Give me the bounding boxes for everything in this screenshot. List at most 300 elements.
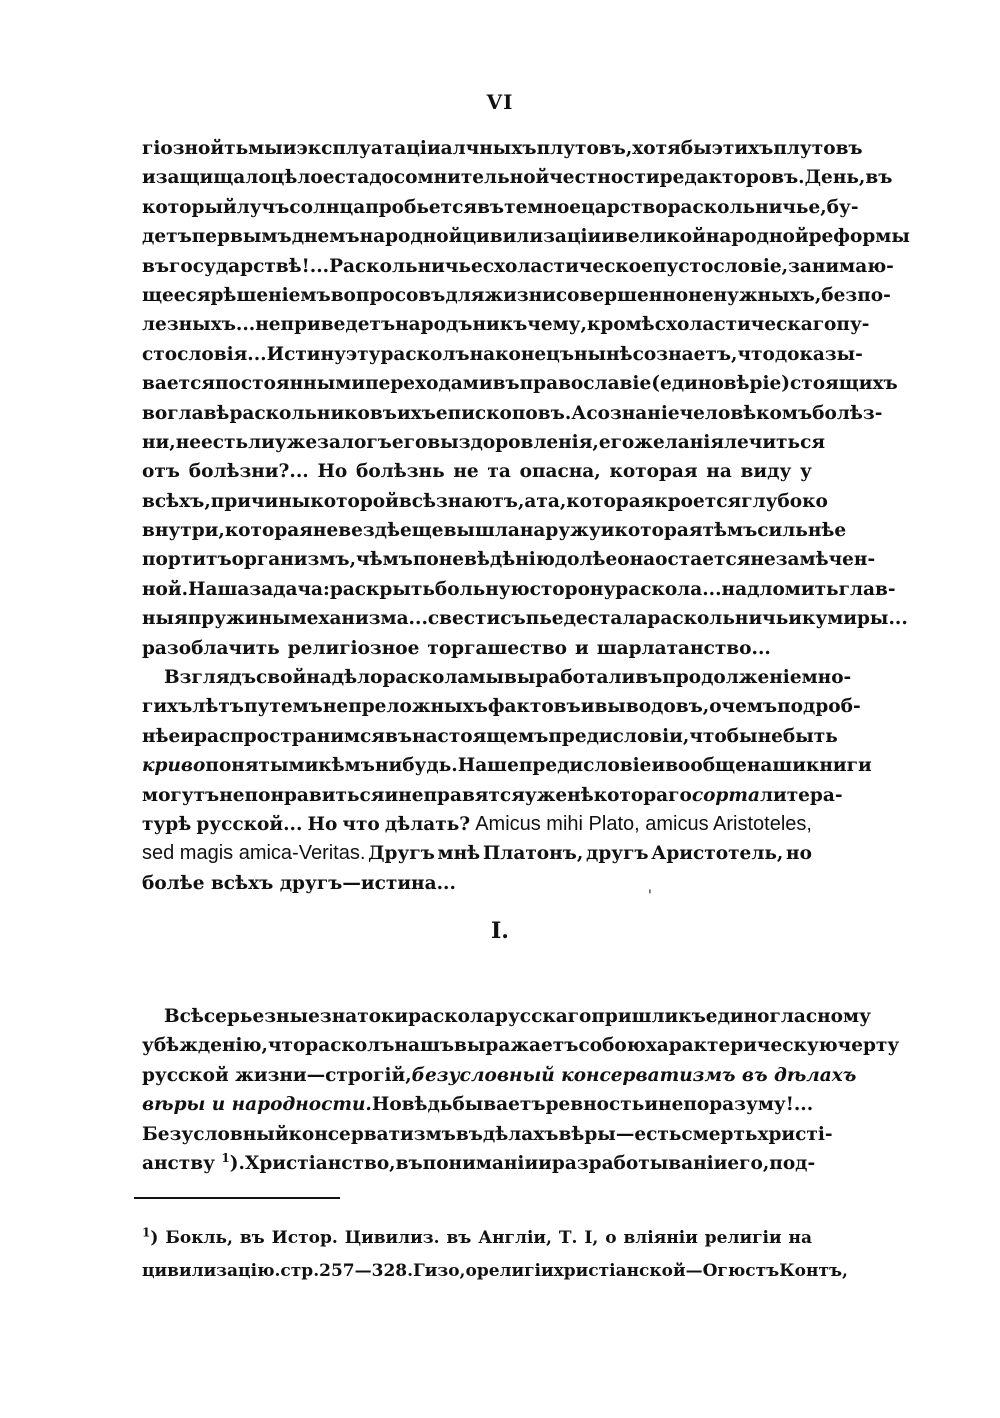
text-line (142, 428, 826, 457)
line-word: что (737, 343, 775, 365)
line-word: понятыми (205, 755, 319, 777)
line-word: предисловіе (518, 755, 652, 777)
line-word: и (600, 520, 615, 542)
line-word: лечиться (723, 431, 826, 453)
line-word: незамѣчен- (750, 549, 876, 571)
line-word: стоящихъ (790, 373, 898, 395)
line-word: дѣлахъ (482, 1123, 559, 1145)
text-line (142, 869, 812, 898)
text-line (142, 222, 910, 251)
line-word: путемъ (244, 696, 323, 718)
text-line (142, 1149, 816, 1178)
line-word: лѣтъ (192, 696, 244, 718)
line-word: уже (524, 784, 568, 806)
line-word: на (706, 461, 732, 483)
line-word: Платонъ, (482, 843, 584, 865)
line-word: мно- (801, 667, 852, 688)
line-text: русской жизни—строгій, (142, 1064, 412, 1086)
line-word: сознаетъ, (632, 343, 738, 365)
text-line (142, 634, 812, 663)
line-word: безпо- (821, 284, 891, 306)
line-word: литера- (759, 784, 843, 806)
italic-word: криво (142, 755, 206, 777)
line-word: тѣмъ (702, 520, 758, 542)
line-word: и (282, 138, 297, 159)
line-word: расколъ (305, 1035, 395, 1057)
text-line (142, 193, 859, 222)
line-word: и (644, 1094, 659, 1116)
line-word: внутри, (142, 520, 225, 542)
line-word: чему, (527, 314, 587, 336)
line-word: свести (427, 608, 501, 630)
line-word: пустословіе, (652, 255, 789, 277)
line-word: задача: (249, 578, 330, 600)
line-word: выводовъ, (594, 696, 710, 718)
line-word: разуму!... (709, 1094, 814, 1116)
line-word: въ (446, 1228, 472, 1248)
line-word: больную (434, 578, 530, 600)
line-word: книги (806, 755, 872, 777)
line-word: а (524, 490, 537, 512)
line-word: единогласному (705, 1006, 871, 1027)
line-word: пьедестала (525, 608, 648, 630)
line-word: по (683, 1094, 710, 1116)
line-word: сильнѣе (757, 520, 847, 542)
text-line (142, 516, 847, 545)
text-line (142, 340, 863, 369)
line-word: солнца (289, 196, 366, 218)
line-word: раскола (408, 1006, 496, 1027)
line-word: Но (317, 461, 348, 483)
line-word: бу- (826, 196, 859, 218)
text-line (142, 781, 843, 810)
line-word: непонравиться (219, 784, 385, 806)
line-word: быть (782, 725, 838, 747)
line-word: продолженіе (662, 667, 802, 688)
line-word: вѣры (558, 1123, 616, 1145)
line-word: есть (634, 1123, 682, 1145)
line-word: предисловіи, (548, 725, 690, 747)
line-word: жизни (484, 284, 556, 306)
line-word: нѣе (142, 725, 181, 747)
line-word: турѣ (142, 813, 192, 835)
line-word: неправятся (398, 784, 525, 806)
line-word: наружу (519, 520, 601, 542)
line-word: консерватизмъ (288, 1123, 456, 1145)
line-word: первымъ (191, 226, 292, 248)
line-word: русскаго (495, 1006, 592, 1027)
line-word: занимаю- (788, 255, 894, 277)
line-word: раскрыть (329, 578, 435, 600)
section-heading: I. (491, 918, 509, 944)
line-word: редакторовъ. (659, 167, 805, 189)
line-word: которая (609, 461, 698, 483)
paragraph-second (142, 663, 872, 898)
line-word: чемъ (721, 696, 778, 718)
line-word: выздоровленія, (427, 431, 599, 453)
line-word: раскольниковъ (229, 402, 397, 424)
stray-print-mark: ' (648, 888, 652, 904)
line-text: болѣе всѣхъ другъ—истина... (142, 872, 456, 894)
line-word: Т. (558, 1228, 578, 1248)
italic-phrase: вѣры и народности. (142, 1094, 372, 1116)
text-line (142, 839, 812, 868)
text-line (142, 310, 870, 339)
line-word: человѣкомъ (679, 402, 813, 424)
line-word: честности (549, 167, 660, 189)
line-word: вліяніи (623, 1228, 698, 1248)
line-word: православіе (519, 373, 652, 395)
text-line (142, 457, 812, 486)
line-word: и (575, 637, 589, 659)
line-word: но (786, 843, 812, 865)
line-word: Контъ, (779, 1261, 848, 1281)
text-line (142, 663, 852, 692)
line-word: распространимся (194, 725, 385, 747)
text-line (142, 1002, 871, 1031)
line-word: эту (345, 343, 381, 365)
line-word: выражаетъ (454, 1035, 579, 1057)
line-word: характерическую (645, 1035, 838, 1057)
line-word: въ (142, 255, 170, 277)
line-word: смерть (681, 1123, 758, 1145)
line-word: кромѣ (586, 314, 655, 336)
line-word: Истор. (271, 1228, 338, 1248)
line-word: ихъ (396, 402, 436, 424)
line-word: желанія (634, 431, 724, 453)
line-word: Истину (266, 343, 346, 365)
line-word: схоластическое (482, 255, 653, 277)
line-word: вопросовъ (330, 284, 446, 306)
text-line (142, 134, 863, 163)
line-word: механизма... (290, 608, 428, 630)
line-word: Бокль, (165, 1228, 233, 1248)
footnote-mark: $^1$) (142, 1225, 159, 1248)
line-word: остается (655, 549, 751, 571)
line-word: свой (256, 667, 307, 688)
line-word: стадо (334, 167, 394, 189)
text-line (142, 281, 891, 310)
line-word: разработываніи (551, 1152, 728, 1174)
line-word: и (651, 755, 666, 777)
text-line (142, 1031, 900, 1060)
line-word: 257—328. (319, 1261, 414, 1281)
line-word: по (412, 549, 439, 571)
line-word: собою (578, 1035, 646, 1057)
line-word: государствѣ!... (169, 255, 330, 277)
line-word: анству $^1$ (142, 1150, 230, 1174)
line-word: организмъ, (231, 549, 357, 571)
line-word: Наша (188, 578, 250, 600)
line-word: расколъ (380, 343, 470, 365)
line-word: во (142, 402, 168, 424)
line-word: не (757, 725, 783, 747)
line-word: раскола... (615, 578, 722, 600)
line-word: еще (400, 520, 444, 542)
line-word: дѣло (331, 667, 383, 688)
line-word: постоянными (215, 373, 366, 395)
line-word: защищало (155, 167, 271, 189)
line-word: под- (769, 1152, 816, 1174)
line-word: на (306, 667, 332, 688)
line-word: сомнительной (393, 167, 550, 189)
line-word: лезныхъ...неприведетъ (142, 314, 396, 336)
footnote (142, 1222, 848, 1288)
line-word: плутовъ, (536, 138, 633, 159)
paragraph-continuation (142, 134, 910, 663)
line-word: ). (229, 1152, 245, 1174)
line-word: народной (705, 226, 809, 248)
line-word: разоблачить (142, 637, 280, 659)
line-word: въ (635, 667, 663, 688)
line-word: у (800, 461, 812, 483)
line-word: народной (359, 226, 463, 248)
line-word: — (615, 1123, 635, 1145)
line-word: и (601, 226, 616, 248)
line-word: христі- (757, 1123, 833, 1145)
footnote-line (142, 1255, 848, 1288)
line-word: болѣзнь (356, 461, 445, 483)
line-word: ревность (545, 1094, 645, 1116)
line-word: ни, (142, 431, 176, 453)
line-word: епископовъ. (435, 402, 572, 424)
line-word: глав- (838, 578, 896, 600)
line-word: Гизо, (413, 1261, 466, 1281)
line-word: въ (239, 1228, 265, 1248)
line-word: кроется (654, 490, 742, 512)
footnote-ref: 1 (221, 1150, 230, 1165)
line-word: вышла (443, 520, 520, 542)
line-word: мы (469, 667, 505, 688)
line-word: пружины (187, 608, 291, 630)
line-word: въ (492, 373, 520, 395)
line-word: совершенно (555, 284, 689, 306)
text-line (142, 692, 861, 721)
line-word: и (142, 167, 156, 189)
line-word: всѣ (398, 490, 436, 512)
line-word: что (267, 1035, 306, 1057)
line-word: вается (142, 373, 216, 395)
line-word: детъ (142, 226, 192, 248)
line-word: для (445, 284, 485, 306)
line-word: религіи (704, 1228, 782, 1248)
line-word: главѣ (167, 402, 230, 424)
line-word: въ (477, 196, 505, 218)
line-word: плутовъ (773, 138, 863, 159)
line-word: фактовъ (487, 696, 581, 718)
line-word: кѣмъ (318, 755, 375, 777)
line-word: рѣшеніемъ (210, 284, 331, 306)
line-word: доказы- (774, 343, 863, 365)
line-word: (единовѣріе) (651, 373, 791, 395)
line-word: не (453, 461, 479, 483)
line-word: днемъ (291, 226, 360, 248)
line-word: цивилизацію. (142, 1261, 281, 1281)
text-line (142, 399, 883, 428)
line-word: нынѣ (574, 343, 633, 365)
line-word: ной. (142, 578, 189, 600)
line-word: царство (581, 196, 668, 218)
line-word: къ (499, 314, 528, 336)
line-word: въ (865, 167, 893, 189)
line-word: пришли (591, 1006, 679, 1027)
italic-word: сорта (691, 784, 760, 806)
text-line (142, 810, 812, 839)
italic-phrase: безусловный консерватизмъ въ дѣлахъ (411, 1064, 857, 1086)
line-word: которая (566, 490, 655, 512)
line-word: Всѣ (164, 1006, 204, 1027)
text-line (142, 487, 828, 516)
line-word: о (709, 696, 722, 718)
text-line (142, 1061, 857, 1090)
line-word: непреложныхъ (322, 696, 488, 718)
line-word: лучъ (236, 196, 290, 218)
line-word: бываетъ (452, 1094, 546, 1116)
line-word: о (605, 1228, 617, 1248)
line-word: чтобы (689, 725, 758, 747)
line-word: не (312, 520, 339, 542)
paragraph-section-one (142, 1002, 900, 1178)
line-word: хотя (632, 138, 681, 159)
line-word: та (487, 461, 511, 483)
line-word: нашъ (394, 1035, 455, 1057)
line-word: ныя (142, 608, 188, 630)
line-word: на (788, 1228, 812, 1248)
line-word: не (658, 1094, 684, 1116)
line-word: надломить (721, 578, 839, 600)
line-word: наконецъ (469, 343, 575, 365)
line-word: Но (307, 813, 338, 835)
line-word: раскола (382, 667, 470, 688)
text-line (142, 751, 872, 780)
text-line (142, 163, 893, 192)
line-word: долѣе (554, 549, 618, 571)
line-word: причины (210, 490, 311, 512)
line-word: его, (727, 1152, 770, 1174)
line-word: Христіанство, (244, 1152, 396, 1174)
line-word: Раскольничье (329, 255, 483, 277)
line-word: Цивилиз. (344, 1228, 440, 1248)
line-word: опасна, (519, 461, 601, 483)
line-word: убѣжденію, (142, 1035, 268, 1057)
line-word: торгашество (427, 637, 568, 659)
line-word: цѣлое (270, 167, 335, 189)
line-word: День, (804, 167, 866, 189)
line-word: ненужныхъ, (688, 284, 822, 306)
line-word: къ (678, 1006, 706, 1027)
line-word: не (175, 431, 202, 453)
line-word: пониманіи (422, 1152, 539, 1174)
line-word: переходами (365, 373, 493, 395)
line-word: Взглядъ (164, 667, 257, 688)
line-word: та, (536, 490, 567, 512)
line-word: съ (500, 608, 526, 630)
line-word: и (538, 1152, 552, 1174)
line-word: черту (837, 1035, 900, 1057)
line-word: которая (614, 520, 703, 542)
line-word: русской... (196, 813, 303, 835)
line-word: сознаніе (586, 402, 680, 424)
line-word: и (384, 784, 399, 806)
line-word: въ (384, 725, 413, 747)
line-word: и (180, 725, 195, 747)
line-word: алчныхъ (440, 138, 537, 159)
line-word: отъ (142, 461, 180, 483)
line-word: шарлатанство... (596, 637, 771, 659)
line-word: раскольничье, (667, 196, 827, 218)
text-line (142, 252, 894, 281)
line-word: другъ (585, 843, 649, 865)
latin-quote: Amicus mihi Plato, amicus Aristoteles, (475, 812, 812, 835)
line-word: глубоко (741, 490, 828, 512)
line-word: уже (274, 431, 318, 453)
line-word: Другъ (368, 843, 435, 865)
line-word: его (391, 431, 428, 453)
line-word: вѣдь (401, 1094, 453, 1116)
text-line (142, 575, 896, 604)
line-word: всѣхъ, (142, 490, 211, 512)
line-word: религіи (476, 1261, 554, 1281)
line-word: кумиры... (802, 608, 908, 630)
line-word: болѣз- (812, 402, 883, 424)
line-word: наши (746, 755, 806, 777)
line-word: которой (310, 490, 399, 512)
line-word: тьмы (224, 138, 283, 159)
line-word: виду (740, 461, 792, 483)
line-word: Аристотель, (651, 843, 784, 865)
line-word: пу- (836, 314, 870, 336)
line-word: знатоки (319, 1006, 409, 1027)
line-word: гіозной (142, 138, 225, 159)
line-word: настоящемъ (412, 725, 549, 747)
line-word: залогъ (317, 431, 392, 453)
line-word: и (580, 696, 595, 718)
line-word: Безусловный (142, 1123, 289, 1145)
footnote-line (142, 1222, 812, 1255)
text-line (142, 369, 898, 398)
line-word: есть (201, 431, 249, 453)
line-word: гихъ (142, 696, 193, 718)
line-word: нибудь. (374, 755, 458, 777)
line-word: великой (615, 226, 706, 248)
text-line (142, 545, 876, 574)
line-word: могутъ (142, 784, 220, 806)
line-word: подроб- (777, 696, 861, 718)
line-word: этихъ (711, 138, 774, 159)
line-word: невѣдѣнію (438, 549, 555, 571)
line-word: его (598, 431, 635, 453)
line-word: А (571, 402, 587, 424)
latin-quote: sed magis amica-Veritas. (142, 842, 366, 865)
text-line (142, 604, 908, 633)
line-word: ни (472, 314, 500, 336)
line-word: I, (584, 1228, 599, 1248)
line-word: темное (504, 196, 582, 218)
line-word: Англіи, (478, 1228, 552, 1248)
line-word: серьезные (203, 1006, 320, 1027)
line-word: пробьется (365, 196, 478, 218)
line-word: нѣкотораго (567, 784, 692, 806)
text-line (142, 722, 838, 751)
line-word: стр. (280, 1261, 320, 1281)
line-word: о (465, 1261, 477, 1281)
line-word: бы (680, 138, 712, 159)
line-word: сторону (529, 578, 616, 600)
text-line (142, 1090, 812, 1119)
line-word: вездѣ (338, 520, 400, 542)
line-word: мнѣ (437, 843, 481, 865)
page-number: VI (486, 90, 514, 114)
